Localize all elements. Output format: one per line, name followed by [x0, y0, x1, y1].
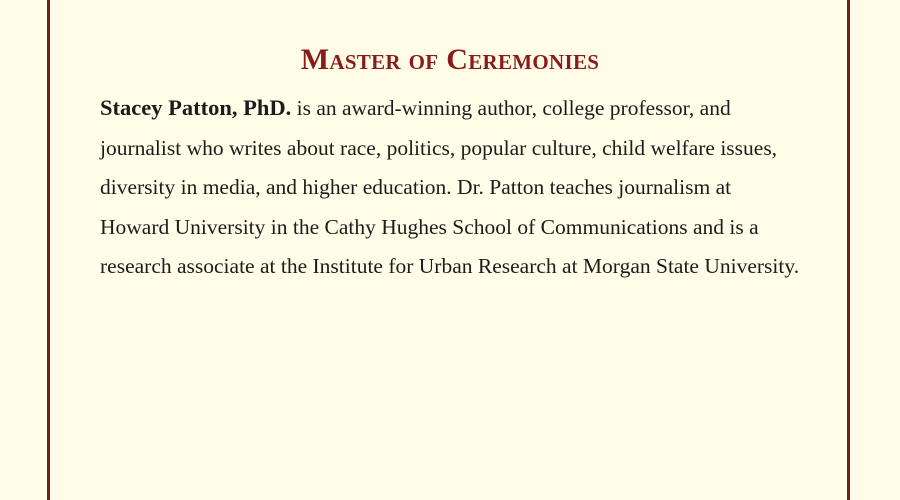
right-border-line: [847, 0, 850, 500]
bio-section: [100, 38, 800, 287]
section-heading: Master of Ceremonies: [300, 43, 600, 76]
bio-text: is an award-winning author, college professor, and journalist who writes about race, politics, popular culture, child welfare issues, diversity in media, and higher education. Dr. Patton teaches journalism at Howard University in the Cathy Hughes School of Communications and is a research associate at the Institute for Urban Research at Morgan State University.: [100, 96, 800, 278]
left-border-line: [47, 0, 50, 500]
person-name: Stacey Patton, PhD.: [100, 95, 292, 120]
bio-paragraph: [100, 88, 800, 287]
